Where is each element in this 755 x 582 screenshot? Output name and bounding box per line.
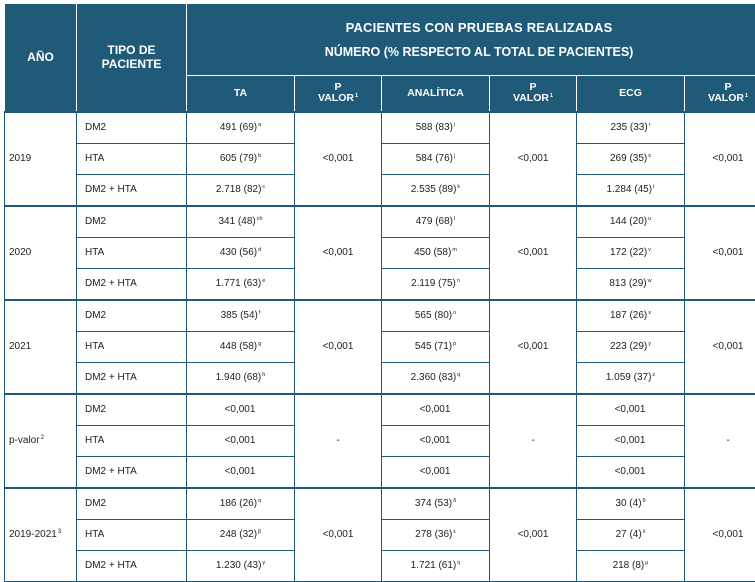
an-value-cell: <0,001 [382,425,490,456]
ecg-value-cell: 235 $(33)^r$ [577,112,685,144]
ecg-value-cell: 1.284 $(45)^t$ [577,174,685,206]
patient-type-cell: DM2 [77,488,187,520]
ta-value-cell: <0,001 [187,394,295,426]
an-p-value-cell: <0,001 [490,488,577,582]
patient-type-cell: HTA [77,331,187,362]
header-col-p-analitica: P VALOR$^1$ [490,76,577,112]
ecg-value-cell: 144 $(20)^u$ [577,206,685,238]
header-main-title: PACIENTES CON PRUEBAS REALIZADAS NÚMERO (% RESPECTO AL TOTAL DE PACIENTES) [187,4,755,76]
an-p-value-cell: <0,001 [490,206,577,300]
header-year: AÑO [5,4,77,112]
ecg-p-value-cell: <0,001 [685,206,755,300]
ecg-value-cell: 187 $(26)^x$ [577,300,685,332]
an-p-value-cell: - [490,394,577,488]
an-value-cell: 2.535 $(89)^k$ [382,174,490,206]
an-p-value-cell: <0,001 [490,300,577,394]
patient-type-cell: DM2 + HTA [77,174,187,206]
ta-value-cell: 1.940 $(68)^h$ [187,362,295,394]
ta-value-cell: 1.230 $(43)^\gamma$ [187,550,295,581]
ecg-value-cell: 269 $(35)^s$ [577,143,685,174]
patient-type-cell: HTA [77,143,187,174]
ta-value-cell: 248 $(32)^\beta$ [187,519,295,550]
ta-p-value-cell: <0,001 [295,206,382,300]
results-table [4,3,755,582]
ta-value-cell: <0,001 [187,425,295,456]
table-row [5,488,755,520]
an-value-cell: 545 $(71)^p$ [382,331,490,362]
an-value-cell: 584 $(76)^j$ [382,143,490,174]
patient-type-cell: DM2 + HTA [77,550,187,581]
table-row [5,206,755,238]
year-cell: 2020 [5,206,77,300]
an-value-cell: 2.119 $(75)^n$ [382,268,490,300]
ta-value-cell: 186 $(26)^\alpha$ [187,488,295,520]
header-col-ta: TA [187,76,295,112]
header-col-p-ecg: P VALOR$^1$ [685,76,755,112]
patient-type-cell: DM2 [77,112,187,144]
ecg-p-value-cell: - [685,394,755,488]
an-value-cell: 565 $(80)^o$ [382,300,490,332]
ta-value-cell: 605 $(79)^b$ [187,143,295,174]
ecg-value-cell: 30 $(4)^\theta$ [577,488,685,520]
ta-p-value-cell: <0,001 [295,300,382,394]
patient-type-cell: HTA [77,425,187,456]
year-cell: 2021 [5,300,77,394]
ecg-p-value-cell: <0,001 [685,112,755,206]
ta-value-cell: 385 $(54)^f$ [187,300,295,332]
an-value-cell: 479 $(68)^l$ [382,206,490,238]
an-value-cell: 450 $(58)^m$ [382,237,490,268]
an-value-cell: 278 $(36)^\varepsilon$ [382,519,490,550]
ecg-value-cell: <0,001 [577,425,685,456]
ecg-p-value-cell: <0,001 [685,488,755,582]
patient-type-cell: DM2 + HTA [77,362,187,394]
ta-p-value-cell: - [295,394,382,488]
ta-value-cell: 341 $(48)^{ch}$ [187,206,295,238]
ecg-value-cell: 223 $(29)^y$ [577,331,685,362]
ecg-value-cell: 218 $(8)^\mu$ [577,550,685,581]
an-value-cell: 374 $(53)^\delta$ [382,488,490,520]
an-value-cell: <0,001 [382,456,490,488]
year-cell: 2019 [5,112,77,206]
header-patient-type: TIPO DE PACIENTE [77,4,187,112]
ta-value-cell: 2.718 $(82)^c$ [187,174,295,206]
header-col-p-ta: P VALOR$^1$ [295,76,382,112]
ecg-p-value-cell: <0,001 [685,300,755,394]
patient-type-cell: HTA [77,237,187,268]
ta-value-cell: <0,001 [187,456,295,488]
ecg-value-cell: 27 $(4)^\lambda$ [577,519,685,550]
ta-value-cell: 448 $(58)^g$ [187,331,295,362]
an-value-cell: 588 $(83)^i$ [382,112,490,144]
ecg-value-cell: 813 $(29)^w$ [577,268,685,300]
ecg-value-cell: <0,001 [577,394,685,426]
year-cell: p-valor$^2$ [5,394,77,488]
table-header [5,4,755,112]
table-row [5,300,755,332]
table-body [5,112,755,582]
an-value-cell: 1.721 $(61)^\eta$ [382,550,490,581]
an-value-cell: <0,001 [382,394,490,426]
header-col-ecg: ECG [577,76,685,112]
header-col-analitica: ANALÍTICA [382,76,490,112]
patient-type-cell: DM2 [77,394,187,426]
ecg-value-cell: 1.059 $(37)^z$ [577,362,685,394]
patient-type-cell: DM2 [77,206,187,238]
ecg-value-cell: 172 $(22)^v$ [577,237,685,268]
ecg-value-cell: <0,001 [577,456,685,488]
an-p-value-cell: <0,001 [490,112,577,206]
ta-value-cell: 430 $(56)^d$ [187,237,295,268]
patient-type-cell: DM2 + HTA [77,456,187,488]
an-value-cell: 2.360 $(83)^q$ [382,362,490,394]
ta-value-cell: 491 $(69)^a$ [187,112,295,144]
ta-p-value-cell: <0,001 [295,112,382,206]
ta-value-cell: 1.771 $(63)^e$ [187,268,295,300]
patient-type-cell: HTA [77,519,187,550]
ta-p-value-cell: <0,001 [295,488,382,582]
patient-type-cell: DM2 [77,300,187,332]
table-row [5,112,755,144]
table-row [5,394,755,426]
year-cell: 2019-2021$^3$ [5,488,77,582]
patient-type-cell: DM2 + HTA [77,268,187,300]
